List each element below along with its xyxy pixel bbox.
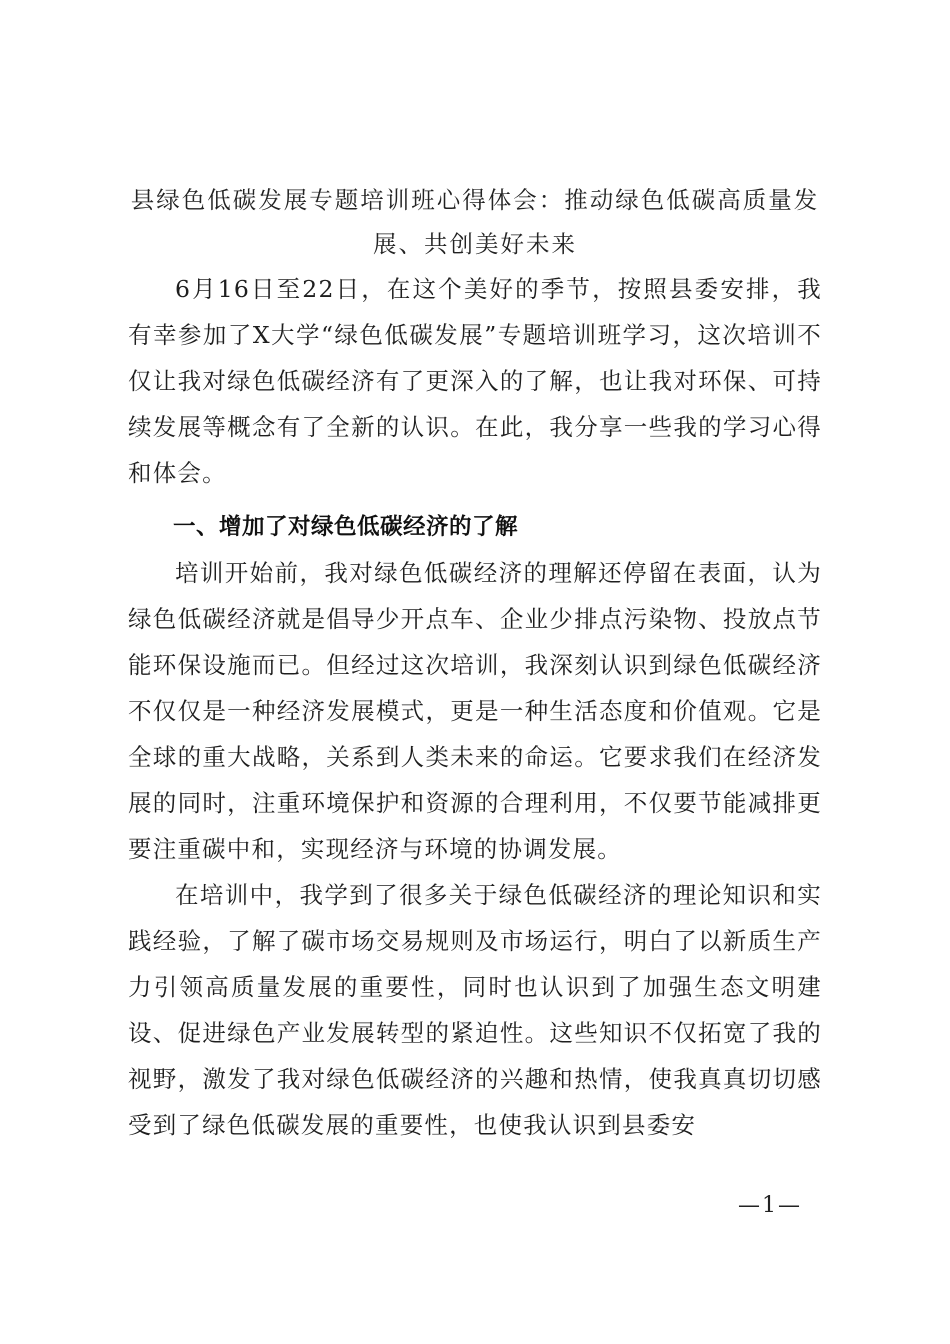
page-number: —1—: [738, 1193, 802, 1218]
section-heading-1: 一、增加了对绿色低碳经济的了解: [173, 514, 519, 540]
document-body: [128, 178, 822, 1148]
document-title: 县绿色低碳发展专题培训班心得体会：推动绿色低碳高质量发展、共创美好未来: [130, 186, 820, 258]
paragraph-understanding: 培训开始前，我对绿色低碳经济的理解还停留在表面，认为绿色低碳经济就是倡导少开点车、企业少排点污染物、投放点节能环保设施而已。但经过这次培训，我深刻认识到绿色低碳经济不仅仅是一种经济发展模式，更是一种生活态度和价值观。它是全球的重大战略，关系到人类未来的命运。它要求我们在经济发展的同时，注重环境保护和资源的合理利用，不仅要节能减排更要注重碳中和，实现经济与环境的协调发展。: [128, 559, 822, 863]
paragraph-learning: 在培训中，我学到了很多关于绿色低碳经济的理论知识和实践经验，了解了碳市场交易规则及市场运行，明白了以新质生产力引领高质量发展的重要性，同时也认识到了加强生态文明建设、促进绿色产业发展转型的紧迫性。这些知识不仅拓宽了我的视野，激发了我对绿色低碳经济的兴趣和热情，使我真真切切感受到了绿色低碳发展的重要性，也使我认识到县委安: [128, 881, 822, 1139]
paragraph-intro: 6月16日至22日，在这个美好的季节，按照县委安排，我有幸参加了X大学“绿色低碳发展”专题培训班学习，这次培训不仅让我对绿色低碳经济有了更深入的了解，也让我对环保、可持续发展等概念有了全新的认识。在此，我分享一些我的学习心得和体会。: [128, 275, 822, 487]
